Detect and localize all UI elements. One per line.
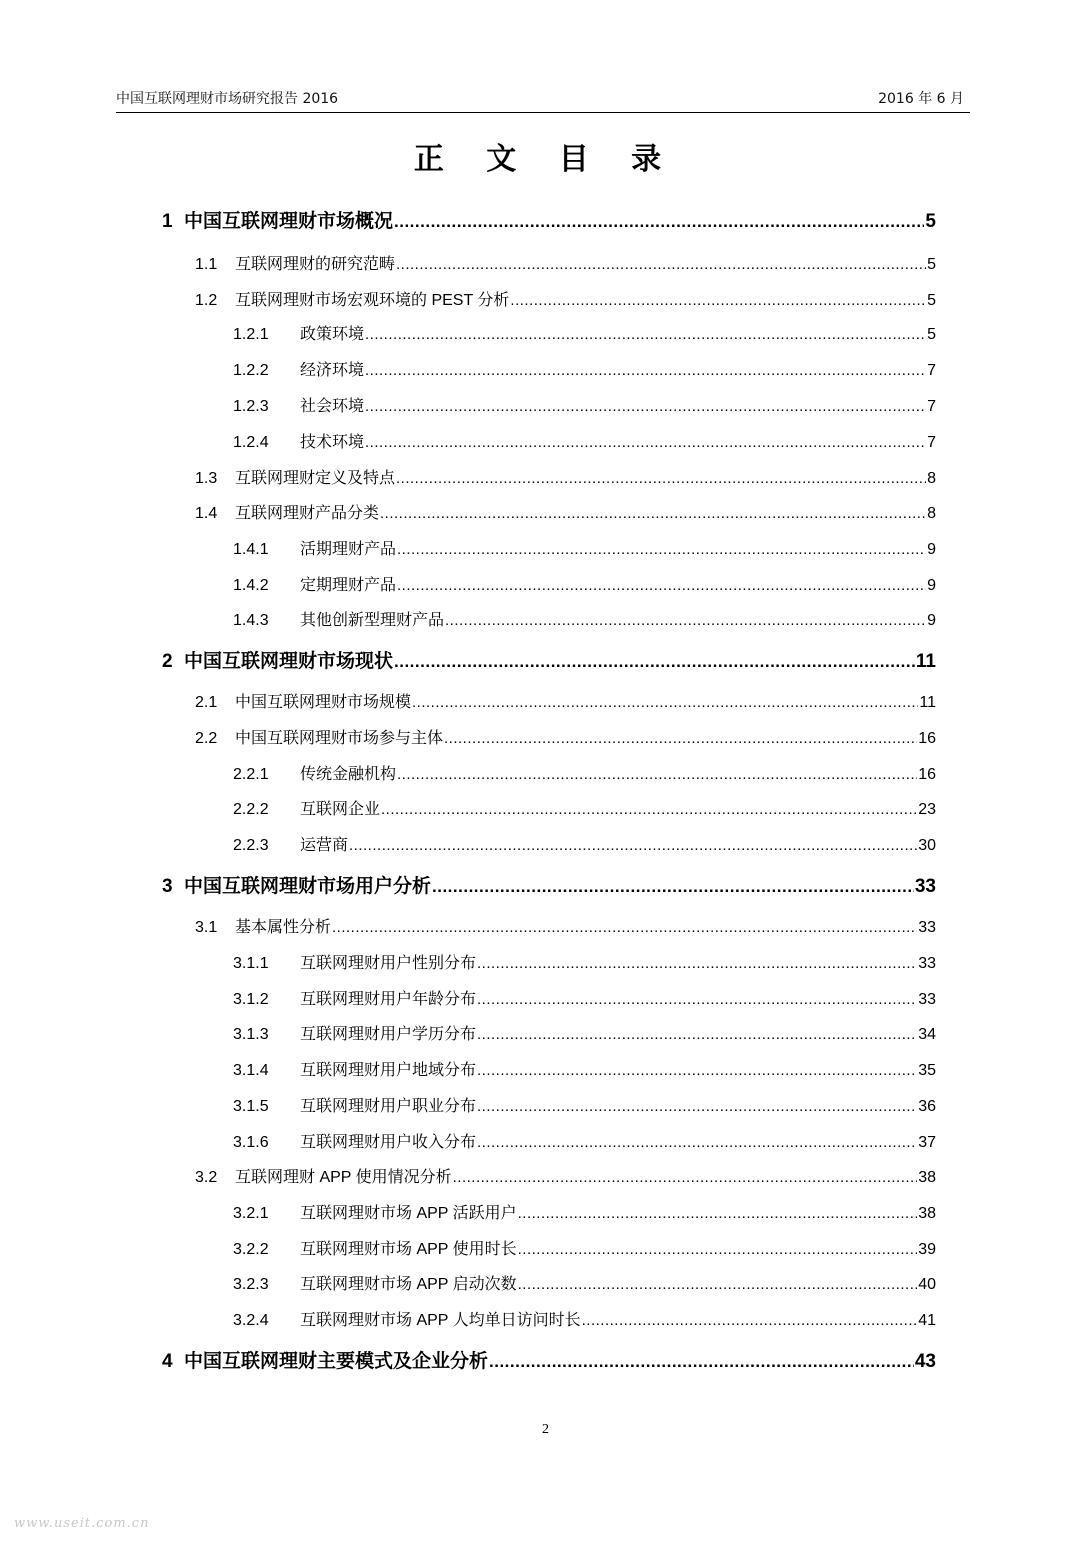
toc-entry[interactable] <box>195 466 936 492</box>
toc-dot-leader <box>380 501 926 527</box>
toc-entry-page: 40 <box>918 1276 936 1293</box>
toc-entry-title: 互联网理财定义及特点 <box>235 470 396 487</box>
toc-entry-page: 16 <box>918 730 936 747</box>
toc-entry-page: 11 <box>919 694 936 711</box>
toc-entry-page: 5 <box>925 211 936 232</box>
toc-entry-title: 互联网理财用户收入分布 <box>300 1134 477 1151</box>
toc-entry-title: 互联网理财市场宏观环境的 PEST 分析 <box>235 292 510 309</box>
toc-entry-page: 41 <box>918 1312 936 1329</box>
toc-entry-title: 互联网理财用户性别分布 <box>300 955 477 972</box>
toc-entry[interactable] <box>233 537 936 563</box>
toc-entry-title: 中国互联网理财市场用户分析 <box>184 876 432 897</box>
toc-entry-number: 3 <box>162 876 173 897</box>
toc-entry-page: 38 <box>918 1205 936 1222</box>
toc-entry-page: 5 <box>927 256 936 273</box>
toc-entry-title: 社会环境 <box>300 398 365 415</box>
toc-entry-page: 5 <box>927 292 936 309</box>
toc-dot-leader <box>365 322 926 348</box>
toc-entry-number: 3.1 <box>195 919 218 936</box>
toc-entry-number: 3.1.3 <box>233 1026 269 1043</box>
toc-entry-title: 基本属性分析 <box>235 919 332 936</box>
header-date: 2016 年 6 月 <box>878 91 964 107</box>
toc-entry-title: 互联网理财用户学历分布 <box>300 1026 477 1043</box>
toc-dot-leader <box>365 430 926 456</box>
toc-dot-leader <box>432 873 914 901</box>
toc-dot-leader <box>365 358 926 384</box>
toc-entry-number: 4 <box>162 1351 173 1372</box>
toc-entry-number: 3.2.3 <box>233 1276 269 1293</box>
toc-entry[interactable] <box>162 208 936 236</box>
toc-entry-title: 活期理财产品 <box>300 541 397 558</box>
toc-entry[interactable] <box>195 690 936 716</box>
toc-entry-number: 3.2 <box>195 1169 218 1186</box>
toc-entry[interactable] <box>233 797 936 823</box>
toc-entry-title: 互联网理财用户年龄分布 <box>300 991 477 1008</box>
toc-entry-number: 1.2.2 <box>233 362 269 379</box>
toc-entry[interactable] <box>233 608 936 634</box>
toc-entry[interactable] <box>233 1130 936 1156</box>
toc-dot-leader <box>510 288 926 314</box>
toc-entry-title: 互联网理财市场 APP 人均单日访问时长 <box>300 1312 581 1329</box>
toc-dot-leader <box>477 1094 917 1120</box>
toc-entry-title: 互联网理财 APP 使用情况分析 <box>235 1169 452 1186</box>
toc-entry[interactable] <box>233 1237 936 1263</box>
toc-entry-page: 7 <box>927 398 936 415</box>
toc-entry-title: 传统金融机构 <box>300 766 397 783</box>
toc-entry[interactable] <box>162 873 936 901</box>
toc-entry-page: 7 <box>927 434 936 451</box>
toc-entry[interactable] <box>233 1272 936 1298</box>
toc-entry[interactable] <box>233 430 936 456</box>
toc-dot-leader <box>394 208 924 236</box>
toc-entry-page: 37 <box>918 1134 936 1151</box>
toc-entry-title: 技术环境 <box>300 434 365 451</box>
toc-entry-number: 1.1 <box>195 256 218 273</box>
toc-entry-title: 中国互联网理财市场概况 <box>184 211 394 232</box>
toc-entry[interactable] <box>162 648 936 676</box>
toc-entry-title: 互联网理财用户地域分布 <box>300 1062 477 1079</box>
toc-entry-title: 互联网理财市场 APP 启动次数 <box>300 1276 517 1293</box>
toc-dot-leader <box>489 1348 914 1376</box>
toc-entry-page: 30 <box>918 837 936 854</box>
toc-entry-title: 中国互联网理财市场现状 <box>184 651 394 672</box>
toc-dot-leader <box>477 951 917 977</box>
toc-entry[interactable] <box>195 1165 936 1191</box>
toc-entry-page: 9 <box>927 612 936 629</box>
toc-entry[interactable] <box>233 573 936 599</box>
toc-entry-page: 16 <box>918 766 936 783</box>
toc-entry[interactable] <box>233 1022 936 1048</box>
toc-entry-number: 3.1.1 <box>233 955 269 972</box>
toc-entry[interactable] <box>233 762 936 788</box>
toc-entry[interactable] <box>233 394 936 420</box>
toc-dot-leader <box>518 1201 918 1227</box>
toc-entry[interactable] <box>233 951 936 977</box>
toc-dot-leader <box>477 987 917 1013</box>
toc-entry-number: 3.1.5 <box>233 1098 269 1115</box>
toc-entry-number: 2.2 <box>195 730 218 747</box>
toc-entry-number: 2.2.2 <box>233 801 269 818</box>
toc-entry-number: 2.2.3 <box>233 837 269 854</box>
toc-entry-number: 2 <box>162 651 173 672</box>
toc-entry[interactable] <box>162 1348 936 1376</box>
toc-dot-leader <box>396 466 926 492</box>
toc-dot-leader <box>412 690 918 716</box>
toc-dot-leader <box>477 1022 917 1048</box>
toc-entry-number: 3.2.1 <box>233 1205 269 1222</box>
toc-entry[interactable] <box>233 358 936 384</box>
toc-entry-page: 8 <box>927 470 936 487</box>
toc-entry-number: 1.4.2 <box>233 577 269 594</box>
toc-entry-page: 39 <box>918 1241 936 1258</box>
toc-entry[interactable] <box>233 1201 936 1227</box>
toc-entry[interactable] <box>195 915 936 941</box>
toc-entry-page: 33 <box>918 955 936 972</box>
toc-entry-number: 3.2.4 <box>233 1312 269 1329</box>
page-number: 2 <box>542 1422 549 1437</box>
toc-entry-page: 33 <box>918 919 936 936</box>
toc-entry-title: 其他创新型理财产品 <box>300 612 445 629</box>
toc-dot-leader <box>582 1308 918 1334</box>
toc-entry-number: 3.1.2 <box>233 991 269 1008</box>
toc-entry-number: 1.2.1 <box>233 326 269 343</box>
toc-entry-title: 互联网理财的研究范畴 <box>235 256 396 273</box>
toc-entry-number: 1 <box>162 211 173 232</box>
toc-entry-number: 1.2.3 <box>233 398 269 415</box>
toc-entry-number: 3.1.4 <box>233 1062 269 1079</box>
toc-dot-leader <box>518 1272 918 1298</box>
toc-entry[interactable] <box>195 288 936 314</box>
toc-entry-page: 33 <box>918 991 936 1008</box>
toc-dot-leader <box>349 833 917 859</box>
toc-entry-number: 1.4 <box>195 505 218 522</box>
toc-dot-leader <box>477 1058 917 1084</box>
toc-entry[interactable] <box>233 987 936 1013</box>
header-report-title: 中国互联网理财市场研究报告 2016 <box>116 91 339 107</box>
toc-entry-title: 中国互联网理财市场规模 <box>235 694 412 711</box>
toc-entry-title: 互联网理财市场 APP 活跃用户 <box>300 1205 517 1222</box>
toc-entry-title: 互联网理财市场 APP 使用时长 <box>300 1241 517 1258</box>
toc-dot-leader <box>394 648 915 676</box>
toc-entry-title: 中国互联网理财主要模式及企业分析 <box>184 1351 489 1372</box>
toc-dot-leader <box>518 1237 918 1263</box>
toc-entry[interactable] <box>195 726 936 752</box>
toc-dot-leader <box>397 537 926 563</box>
toc-dot-leader <box>445 608 926 634</box>
toc-dot-leader <box>444 726 917 752</box>
toc-entry-page: 8 <box>927 505 936 522</box>
toc-entry[interactable] <box>233 322 936 348</box>
toc-entry[interactable] <box>195 501 936 527</box>
page-title: 正 文 目 录 <box>413 142 678 177</box>
toc-dot-leader <box>332 915 917 941</box>
toc-entry-page: 43 <box>914 1351 936 1372</box>
toc-entry-number: 3.1.6 <box>233 1134 269 1151</box>
toc-entry-page: 7 <box>927 362 936 379</box>
toc-entry-number: 1.4.3 <box>233 612 269 629</box>
toc-entry-number: 2.1 <box>195 694 218 711</box>
toc-entry[interactable] <box>233 1308 936 1334</box>
toc-entry-title: 互联网企业 <box>300 801 381 818</box>
toc-entry-title: 互联网理财用户职业分布 <box>300 1098 477 1115</box>
toc-entry-title: 中国互联网理财市场参与主体 <box>235 730 444 747</box>
page-header <box>116 88 970 113</box>
toc-entry-page: 35 <box>918 1062 936 1079</box>
toc-entry-title: 政策环境 <box>300 326 365 343</box>
toc-entry-page: 23 <box>918 801 936 818</box>
toc-entry-number: 1.2.4 <box>233 434 269 451</box>
toc-entry-page: 36 <box>918 1098 936 1115</box>
toc-entry-number: 3.2.2 <box>233 1241 269 1258</box>
toc-entry[interactable] <box>233 1058 936 1084</box>
toc-entry[interactable] <box>233 1094 936 1120</box>
toc-dot-leader <box>381 797 917 823</box>
toc-entry-page: 38 <box>918 1169 936 1186</box>
toc-entry-title: 经济环境 <box>300 362 365 379</box>
toc-entry-number: 2.2.1 <box>233 766 269 783</box>
toc-entry-number: 1.2 <box>195 292 218 309</box>
toc-dot-leader <box>453 1165 918 1191</box>
toc-entry[interactable] <box>195 252 936 278</box>
toc-entry[interactable] <box>233 833 936 859</box>
toc-entry-title: 定期理财产品 <box>300 577 397 594</box>
toc-entry-title: 运营商 <box>300 837 349 854</box>
toc-entry-number: 1.4.1 <box>233 541 269 558</box>
toc-entry-title: 互联网理财产品分类 <box>235 505 380 522</box>
toc-entry-page: 11 <box>915 651 936 672</box>
toc-dot-leader <box>365 394 926 420</box>
toc-entry-page: 33 <box>914 876 936 897</box>
watermark: www.useit.com.cn <box>14 1516 150 1531</box>
toc-dot-leader <box>396 252 926 278</box>
toc-entry-page: 34 <box>918 1026 936 1043</box>
toc-dot-leader <box>397 762 917 788</box>
toc-dot-leader <box>397 573 926 599</box>
toc-entry-number: 1.3 <box>195 470 218 487</box>
toc-entry-page: 9 <box>927 577 936 594</box>
toc-entry-page: 5 <box>927 326 936 343</box>
toc-dot-leader <box>477 1130 917 1156</box>
toc-entry-page: 9 <box>927 541 936 558</box>
